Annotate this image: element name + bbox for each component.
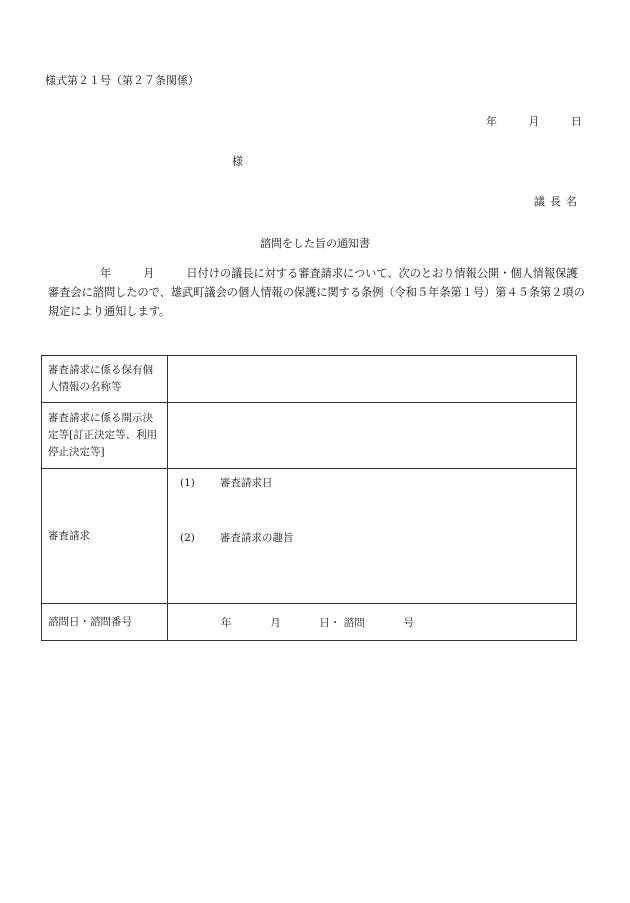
notice-table [41,355,577,641]
row-label: 諮問日・諮問番号 [42,604,168,641]
consult-year: 年 [221,616,232,629]
consult-month: 月 [270,616,281,629]
table-row [42,469,577,604]
row-label: 審査請求に係る保有個人情報の名称等 [42,356,168,403]
item-number: (1) [180,477,195,489]
consult-number: 号 [403,616,414,629]
row-value [168,469,577,604]
row-value [168,604,577,641]
table-row [42,356,577,403]
request-date-item [180,475,273,490]
request-purpose-item [180,530,294,545]
body-month: 月 [143,267,155,280]
body-sentence: 日付けの議長に対する審査請求について、次のとおり情報公開・個人情報保護審査会に諮問したので、雄武町議会の個人情報の保護に関する条例（令和５年条第１号）第４５条第２項の規定により通知します。 [48,267,585,318]
table-row [42,604,577,641]
item-number: (2) [180,532,195,544]
form-number: 様式第２１号（第２７条関係） [45,74,199,87]
body-year: 年 [100,267,112,280]
date-year: 年 [486,115,497,128]
item-label: 審査請求日 [220,477,273,489]
date-month: 月 [528,115,540,128]
row-value [168,403,577,469]
date-day: 日 [571,115,582,128]
table-row [42,403,577,469]
consultation-date-number [174,615,570,630]
date-line [486,113,582,129]
sender-name: 議長名 [534,195,582,208]
body-text [48,264,588,321]
item-label: 審査請求の趣旨 [220,532,294,544]
row-value [168,356,577,403]
document-title: 諮問をした旨の通知書 [260,237,370,250]
row-label: 審査請求 [42,469,168,604]
consult-day: 日・ 諮問 [319,616,365,629]
row-label: 審査請求に係る開示決定等[訂正決定等、利用停止決定等] [42,403,168,469]
addressee: 様 [232,155,243,168]
